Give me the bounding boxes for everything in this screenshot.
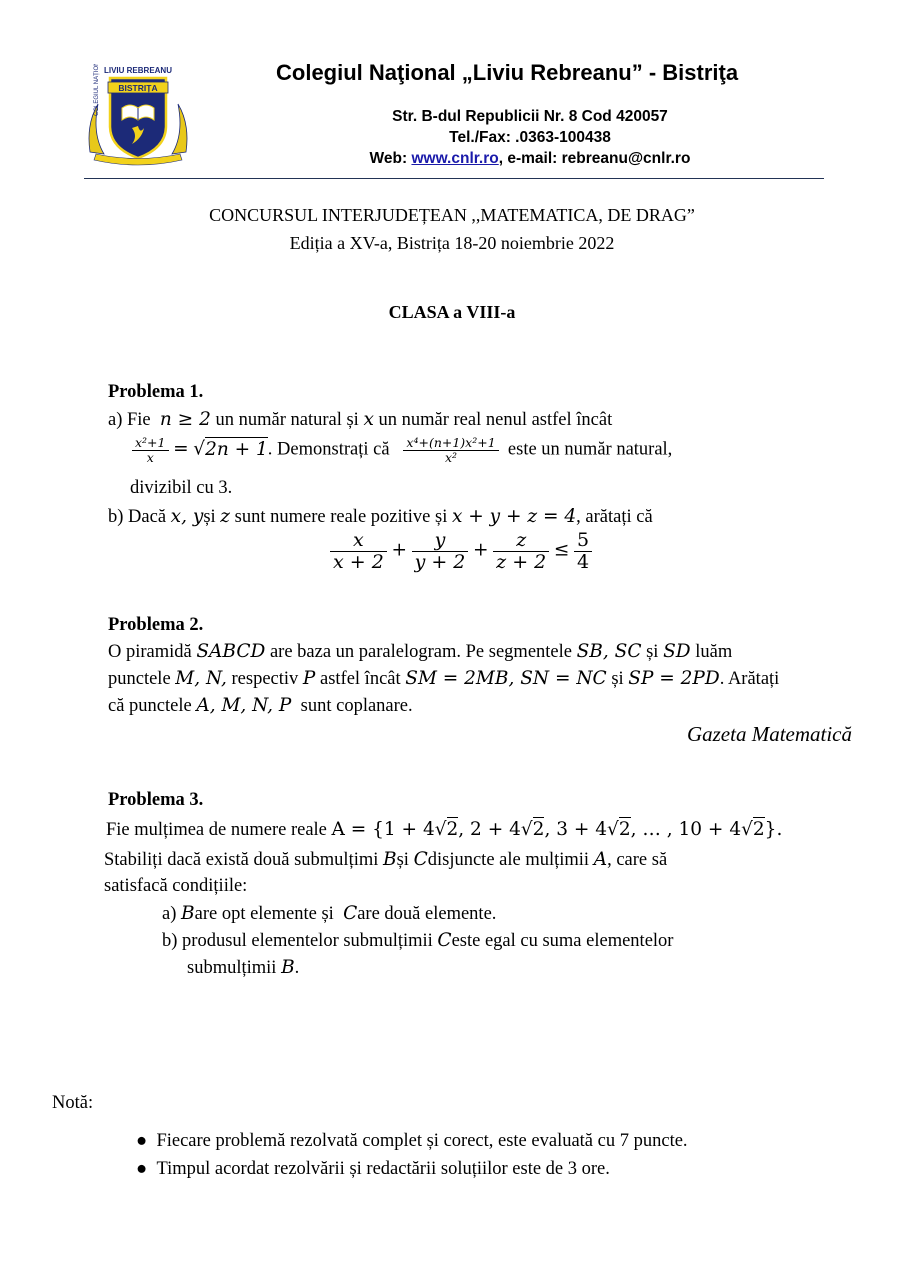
problem1-title: Problema 1. xyxy=(108,382,204,402)
problem2-line3: că punctele A, M, N, P sunt coplanare. xyxy=(108,695,413,716)
problem1-a-line3: divizibil cu 3. xyxy=(130,478,233,498)
bullet-icon: ● xyxy=(136,1159,148,1179)
problem2-source: Gazeta Matematică xyxy=(686,722,852,746)
problem1-a-line2: $\frac{\text{x²+1}}{x}$ = √2n + 1. Demonstrați că $\frac{\text{x⁴+(n+1)x²+1}}{\text{x²}}$ este un număr natural, xyxy=(132,436,672,465)
problem3-condition-b-cont: submulțimii B. xyxy=(187,957,300,978)
problem2-line2: punctele M, N, respectiv P astfel încât SM = 2MB, SN = NC și SP = 2PD. Arătați xyxy=(108,668,780,689)
note-label: Notă: xyxy=(52,1093,94,1113)
problem1-a-line1: a) Fie n ≥ 2 un număr natural și x un număr real nenul astfel încât xyxy=(108,409,613,430)
school-logo xyxy=(82,64,194,168)
bullet-icon: ● xyxy=(136,1131,148,1151)
note-item: ● Timpul acordat rezolvării și redactării soluțiilor este de 3 ore. xyxy=(136,1159,610,1179)
web-label: Web: xyxy=(369,150,412,167)
fraction-1: $\frac{\text{x²+1}}{x}$ xyxy=(132,436,169,465)
logo-text-side: COLEGIUL NAȚIONAL xyxy=(94,64,100,116)
logo-text-top: LIVIU REBREANU xyxy=(103,66,173,75)
school-web-email xyxy=(300,150,760,168)
contest-title: CONCURSUL INTERJUDEȚEAN ,,MATEMATICA, DE DRAG” xyxy=(209,205,695,225)
contest-grade: CLASA a VIII-a xyxy=(388,302,516,322)
web-link[interactable]: www.cnlr.ro xyxy=(411,150,499,167)
set-a-definition: A = {1 + 4√2, 2 + 4√2, 3 + 4√2, … , 10 + 4√2}. xyxy=(331,819,783,840)
contest-edition: Ediția a XV-a, Bistrița 18-20 noiembrie 2022 xyxy=(289,233,615,253)
school-address: Str. B-dul Republicii Nr. 8 Cod 420057 xyxy=(392,108,668,125)
school-phone: Tel./Fax: .0363-100438 xyxy=(449,129,611,146)
problem3-condition-a: a) Bare opt elemente și Care două elemente. xyxy=(162,903,497,924)
problem3-title: Problema 3. xyxy=(108,790,204,810)
problem3-line2: Stabiliți dacă există două submulțimi Bși Cdisjuncte ale mulțimii A, care să xyxy=(104,849,668,870)
school-name: Colegiul Naţional „Liviu Rebreanu” - Bistriţa xyxy=(276,60,739,85)
sqrt-2n1: 2n + 1 xyxy=(205,438,268,460)
math-n-cond: n ≥ 2 xyxy=(159,409,211,430)
problem2-line1: O piramidă SABCD are baza un paralelogram. Pe segmentele SB, SC și SD luăm xyxy=(108,641,733,662)
email-text: , e-mail: rebreanu@cnlr.ro xyxy=(498,150,691,167)
note-item: ● Fiecare problemă rezolvată complet și corect, este evaluată cu 7 puncte. xyxy=(136,1131,688,1151)
logo-text-banner: BISTRIȚA xyxy=(118,83,158,93)
problem2-title: Problema 2. xyxy=(108,615,204,635)
problem3-line3: satisfacă condițiile: xyxy=(104,876,248,896)
problem3-condition-b: b) produsul elementelor submulțimii Ceste egal cu suma elementelor xyxy=(162,930,674,951)
header-divider xyxy=(84,178,824,179)
problem3-line1: Fie mulțimea de numere reale A = {1 + 4√2, 2 + 4√2, 3 + 4√2, … , 10 + 4√2}. xyxy=(106,819,783,840)
problem1-b-line1: b) Dacă x, yși z sunt numere reale pozitive și x + y + z = 4, arătați că xyxy=(108,506,653,527)
math-x: x xyxy=(363,409,374,430)
fraction-2: $\frac{\text{x⁴+(n+1)x²+1}}{\text{x²}}$ xyxy=(403,436,498,465)
problem1-inequality: $\frac{x}{x + 2}$ + $\frac{y}{y + 2}$ + $\frac{z}{z + 2}$ ≤ $\frac{5}{4}$ xyxy=(330,530,592,573)
math-sum-cond: x + y + z = 4 xyxy=(451,506,577,527)
